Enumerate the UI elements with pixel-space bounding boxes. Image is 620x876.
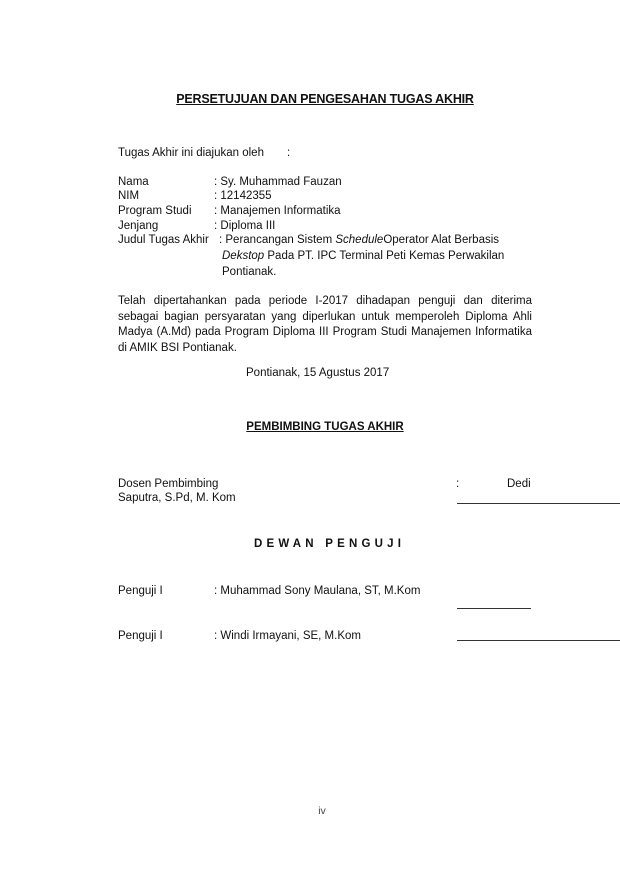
examiner-2-name: : Windi Irmayani, SE, M.Kom — [214, 630, 361, 642]
thesis-title-line-3: Pontianak. — [222, 266, 277, 278]
thesis-title-line-1 — [219, 234, 499, 246]
approval-statement: Telah dipertahankan pada periode I-2017 dihadapan penguji dan diterima sebagai bagian persyaratan yang diperlukan untuk memperoleh Diploma Ahli Madya (A.Md) pada Program Diploma III Program Studi Manajemen Informatika di AMIK BSI Pontianak. — [118, 295, 532, 354]
place-date: Pontianak, 15 Agustus 2017 — [246, 367, 390, 379]
examiner-2-signature-line — [457, 640, 620, 641]
thesis-title-italic-word: Schedule — [335, 234, 384, 246]
program-label: Program Studi — [118, 205, 192, 217]
thesis-title-prefix: : Perancangan Sistem — [219, 234, 333, 246]
examiners-heading: DEWAN PENGUJI — [254, 538, 406, 550]
thesis-title-line-2 — [222, 250, 504, 262]
level-label: Jenjang — [118, 220, 159, 232]
name-label: Nama — [118, 176, 149, 188]
examiner-1-signature-line — [457, 608, 531, 609]
supervisor-label: Dosen Pembimbing — [118, 478, 219, 490]
submitted-by-label: Tugas Akhir ini diajukan oleh — [118, 147, 264, 159]
thesis-title-label: Judul Tugas Akhir — [118, 234, 209, 246]
page-title: PERSETUJUAN DAN PENGESAHAN TUGAS AKHIR — [176, 92, 474, 106]
level-value: : Diploma III — [214, 220, 276, 232]
supervisor-heading: PEMBIMBING TUGAS AKHIR — [246, 421, 404, 433]
supervisor-name-part-2: Saputra, S.Pd, M. Kom — [118, 492, 236, 504]
nim-value: : 12142355 — [214, 190, 272, 202]
thesis-title-line-2-suffix: Pada PT. IPC Terminal Peti Kemas Perwakilan — [267, 250, 505, 262]
supervisor-signature-line — [457, 503, 620, 504]
submitted-by-colon: : — [287, 147, 291, 159]
page-number: iv — [318, 805, 326, 817]
supervisor-name-part-1: Dedi — [507, 478, 531, 490]
examiner-1-label: Penguji I — [118, 585, 163, 597]
program-value: : Manajemen Informatika — [214, 205, 341, 217]
supervisor-colon: : — [456, 478, 460, 490]
thesis-title-line-2-italic: Dekstop — [222, 250, 265, 262]
examiner-2-label: Penguji I — [118, 630, 163, 642]
examiner-1-name: : Muhammad Sony Maulana, ST, M.Kom — [214, 585, 421, 597]
name-value: : Sy. Muhammad Fauzan — [214, 176, 342, 188]
nim-label: NIM — [118, 190, 140, 202]
thesis-title-suffix: Operator Alat Berbasis — [383, 234, 500, 246]
